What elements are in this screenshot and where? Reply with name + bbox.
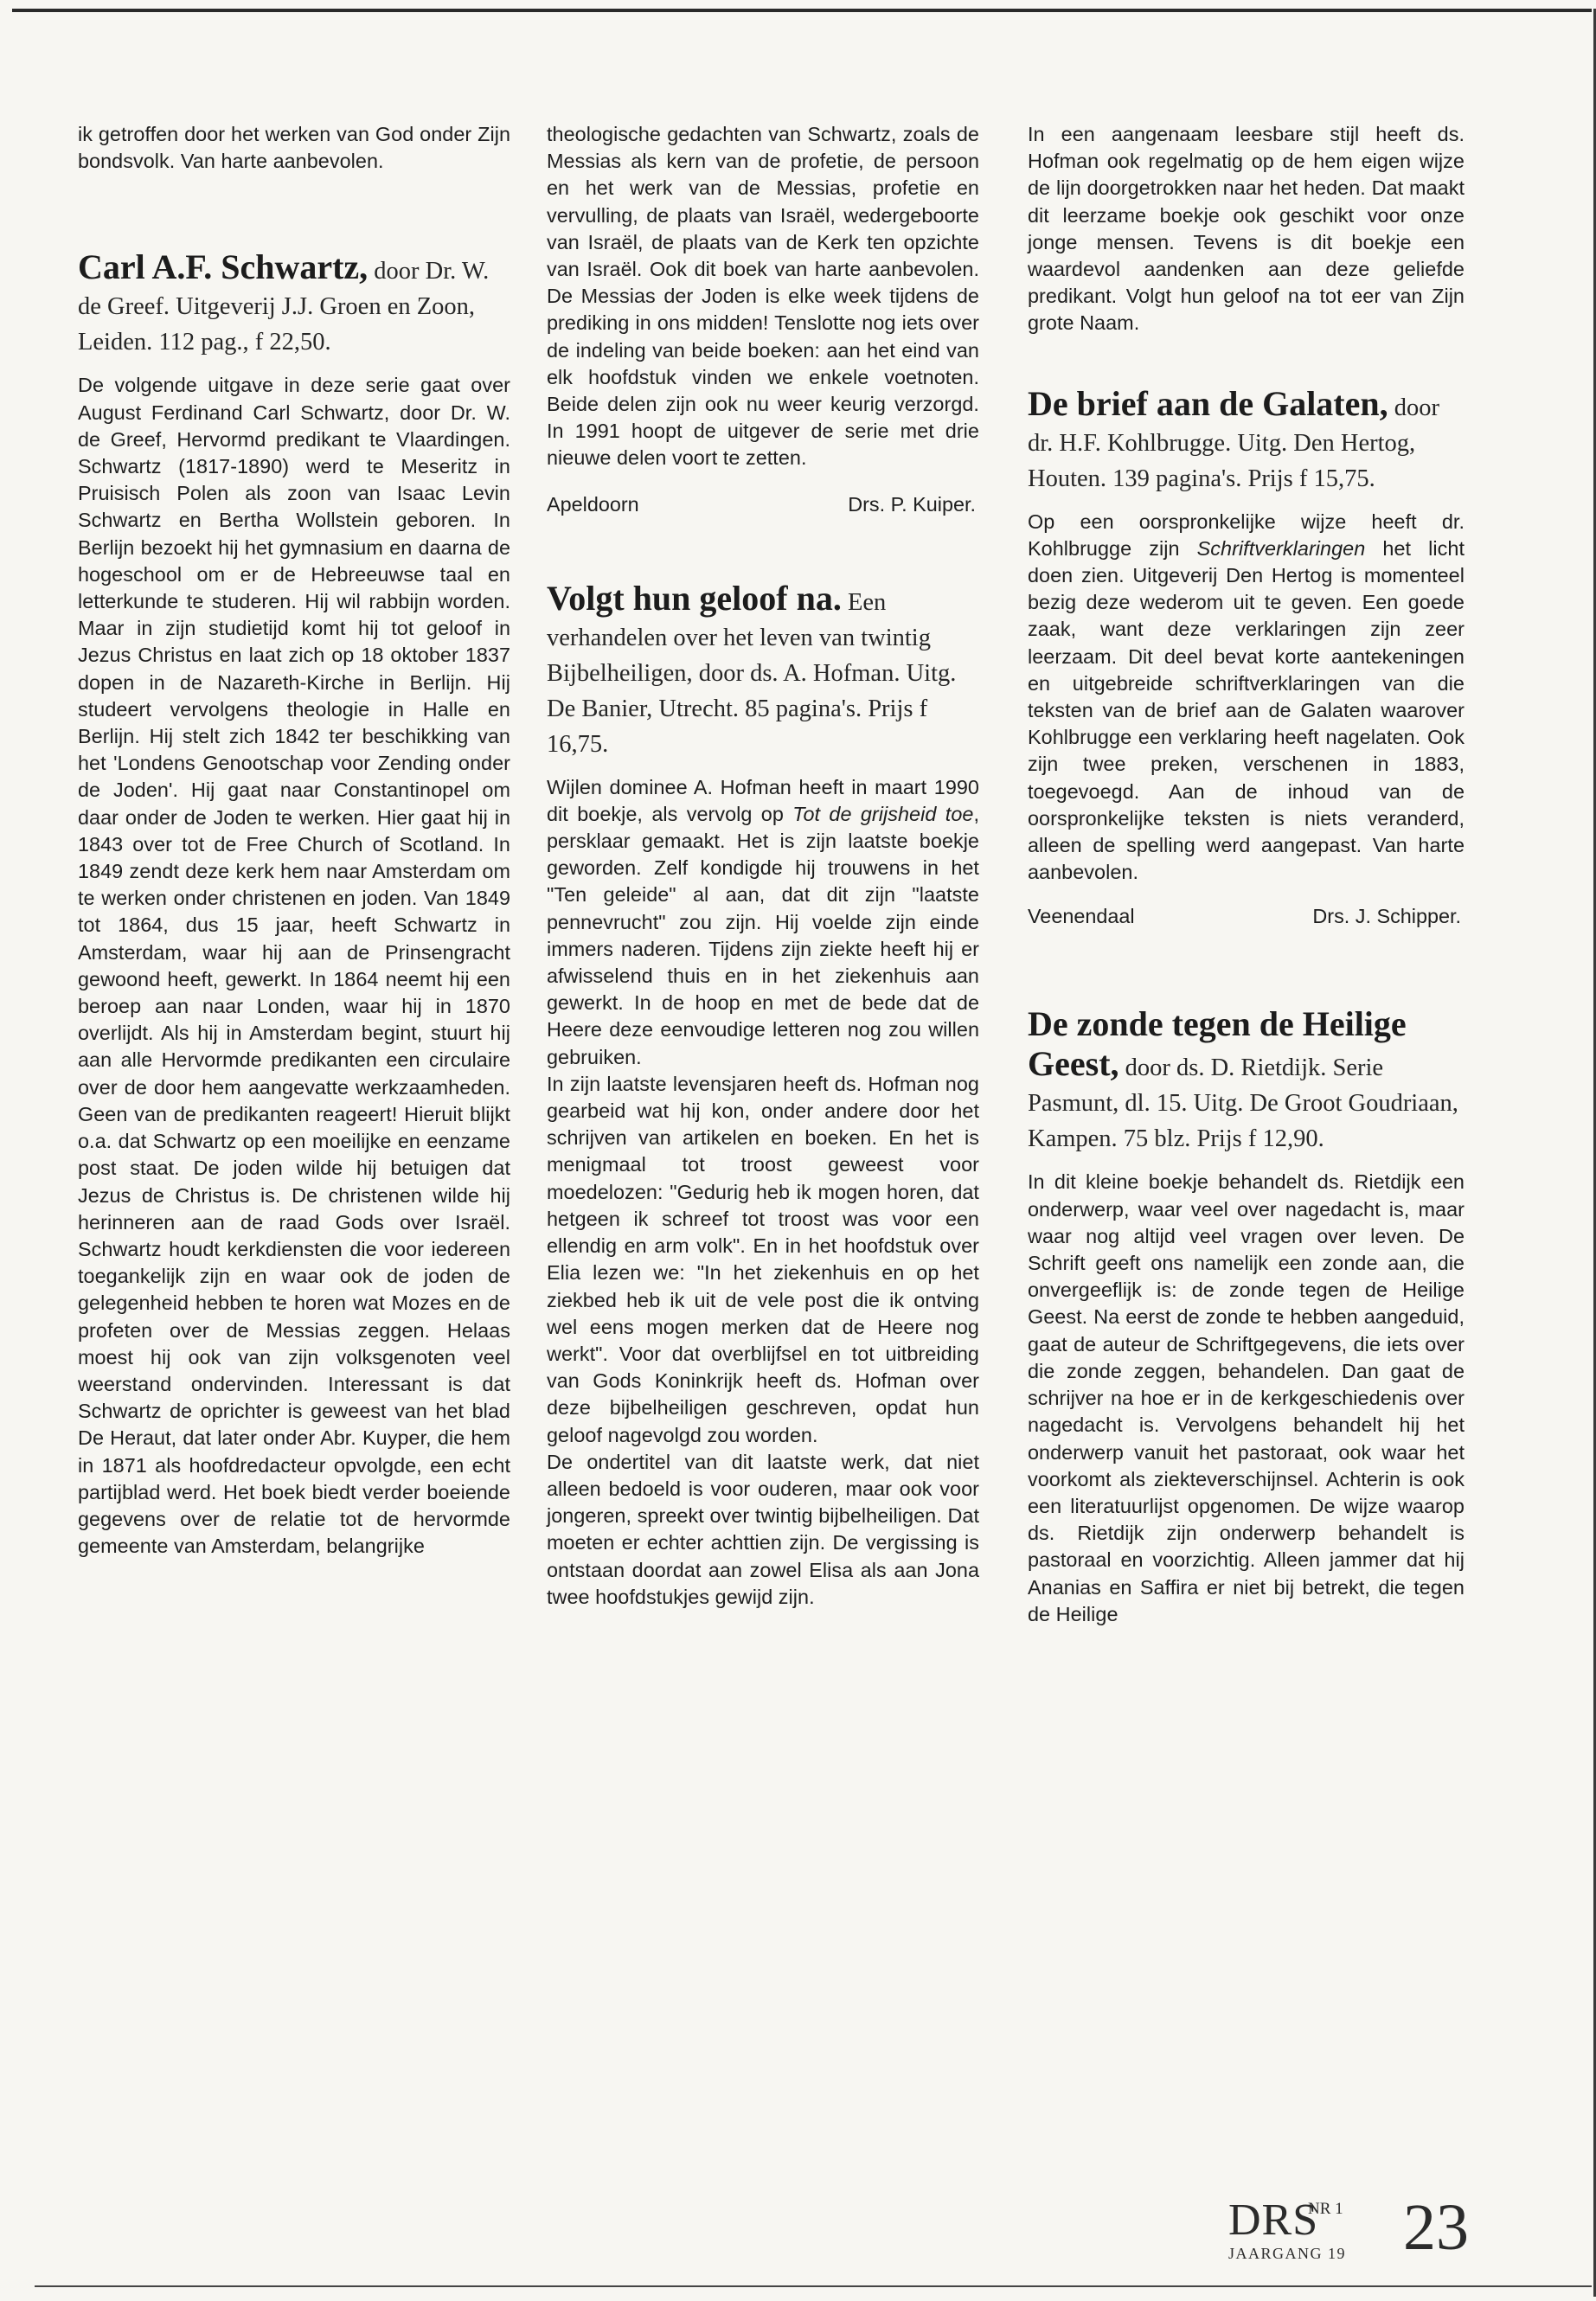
review-title: De zonde tegen de Heilige Geest, bbox=[1028, 1004, 1407, 1084]
text-run: Wijlen dominee A. Hofman heeft in maart 1990 dit boekje, als vervolg op bbox=[547, 775, 979, 825]
review-heading-galaten bbox=[1028, 383, 1465, 497]
review-body-galaten bbox=[1028, 509, 1465, 887]
journal-name: DRS bbox=[1228, 2195, 1319, 2245]
book-title-italic: Tot de grijsheid toe bbox=[792, 802, 974, 825]
text-run: , persklaar gemaakt. Het is zijn laatste boekje geworden. Zelf kondigde hij trouwens in het "Ten geleide" al aan, dat dit zijn "laatste pennevrucht" zou zijn. Hij voelde zijn einde immers naderen. Tijdens zijn ziekte heeft hij er afwisselend thuis en in het ziekenhuis aan gewerkt. In de hoop en met de bede dat de Heere deze eenvoudige letteren nog zou willen gebruiken. bbox=[547, 802, 979, 1068]
book-title-italic: Schriftverklaringen bbox=[1196, 536, 1366, 560]
review-details: Een verhandelen over het leven van twintig Bijbelheiligen, door ds. A. Hofman. Uitg. De Banier, Utrecht. 85 pagina's. Prijs f 16,75. bbox=[547, 588, 957, 758]
page-footer bbox=[1228, 2193, 1488, 2271]
signature-kuiper bbox=[547, 491, 979, 518]
review-title: Carl A.F. Schwartz, bbox=[78, 247, 369, 287]
column-3 bbox=[1028, 121, 1465, 1628]
review-body-zonde: In dit kleine boekje behandelt ds. Rietdijk een onderwerp, waar veel over nagedacht is, maar waar nog altijd veel vragen over leven. De Schrift geeft ons namelijk een zonde aan, die onvergeeflijk is: de zonde tegen de Heilige Geest. Na eerst de zonde te hebben aangeduid, gaat de auteur de Schriftgegevens, die iets over die zonde zeggen, behandelen. Dan gaat de schrijver na hoe er in de kerkgeschiedenis over nagedacht is. Vervolgens behandelt hij het onderwerp vanuit het pastoraat, ook waar het voorkomt als ziekteverschijnsel. Achterin is ook een literatuurlijst opgenomen. De wijze waarop ds. Rietdijk zijn onderwerp behandelt is pastoraal en voorzichtig. Alleen jammer dat hij Ananias en Saffira er niet bij betrekt, die tegen de Heilige bbox=[1028, 1170, 1465, 1625]
text-run: Op een oorspronkelijke wijze heeft dr. Kohlbrugge zijn bbox=[1028, 510, 1465, 560]
review-heading-hofman bbox=[547, 580, 979, 762]
top-rule bbox=[12, 9, 1592, 12]
signature-name: Drs. P. Kuiper. bbox=[848, 492, 976, 516]
column-1 bbox=[78, 121, 510, 1560]
review-heading-zonde bbox=[1028, 1006, 1465, 1157]
review-body-hofman-p1 bbox=[547, 774, 979, 1071]
review-body-continued: In een aangenaam leesbare stijl heeft ds. Hofman ook regelmatig op de hem eigen wijze de lijn doorgetrokken naar het heden. Dat maakt dit leerzame boekje ook geschikt voor onze jonge mensen. Tevens is dit boekje een waardevol aandenken aan deze geliefde predikant. Volgt hun geloof na tot eer van Zijn grote Naam. bbox=[1028, 123, 1465, 335]
review-body-hofman-p2: In zijn laatste levensjaren heeft ds. Hofman nog gearbeid wat hij kon, onder andere door het schrijven van artikelen en boeken. En het is menigmaal tot troost geweest voor moedelozen: "Gedurig heb ik mogen horen, dat hetgeen ik schreef tot troost was voor een ellendig en arm volk". En in het hoofdstuk over Elia lezen we: "In het ziekenhuis en op het ziekbed heb ik uit de vele post die ik ontving wel eens mogen merken dat de Heere nog werkt". Voor dat overblijfsel en tot uitbreiding van Gods Koninkrijk heeft ds. Hofman over deze bijbelheiligen geschreven, opdat hun geloof nagevolgd zou worden. bbox=[547, 1072, 979, 1446]
signature-name: Drs. J. Schipper. bbox=[1312, 905, 1461, 928]
continued-paragraph: ik getroffen door het werken van God onder Zijn bondsvolk. Van harte aanbevolen. bbox=[78, 123, 510, 173]
review-title: De brief aan de Galaten, bbox=[1028, 383, 1388, 423]
signature-place: Veenendaal bbox=[1028, 905, 1135, 928]
text-run: het licht doen zien. Uitgeverij Den Hertog is momenteel bezig deze wederom uit te geven. Een goede zaak, want deze verklaringen zijn zeer leerzaam. Dit deel bevat korte aantekeningen en uitgebreide schriftverklaringen van die teksten van de brief aan de Galaten waarover Kohlbrugge een verklaring heeft nagelaten. Ook zijn twee preken, verschenen in 1883, toegevoegd. Aan de inhoud van de oorspronkelijke teksten is niets veranderd, alleen de spelling werd aangepast. Van harte aanbevolen. bbox=[1028, 536, 1465, 884]
bottom-rule bbox=[35, 2285, 1592, 2287]
issue-label: NR 1 bbox=[1308, 2200, 1343, 2218]
review-details: door dr. H.F. Kohlbrugge. Uitg. Den Hertog, Houten. 139 pagina's. Prijs f 15,75. bbox=[1028, 394, 1439, 492]
signature-place: Apeldoorn bbox=[547, 492, 639, 516]
review-details: door ds. D. Rietdijk. Serie Pasmunt, dl. 15. Uitg. De Groot Goudriaan, Kampen. 75 blz. Prijs f 12,90. bbox=[1028, 1054, 1458, 1153]
volume-label: JAARGANG 19 bbox=[1228, 2245, 1347, 2262]
page-number: 23 bbox=[1403, 2191, 1469, 2264]
review-body-continued: theologische gedachten van Schwartz, zoals de Messias als kern van de profetie, de persoon en het werk van de Messias, profetie en vervulling, de plaats van Israël, wedergeboorte van Israël, de plaats van de Kerk ten opzichte van Israël. Ook dit boek van harte aanbevolen. De Messias der Joden is elke week tijdens de prediking in ons midden! Tenslotte nog iets over de indeling van beide boeken: aan het eind van elk hoofdstuk vinden we enkele voetnoten. Beide delen zijn ook nu weer keurig verzorgd. In 1991 hoopt de uitgever de serie met drie nieuwe delen voort te zetten. bbox=[547, 123, 979, 470]
signature-schipper bbox=[1028, 903, 1465, 930]
review-heading-schwartz bbox=[78, 249, 510, 360]
review-title: Volgt hun geloof na. bbox=[547, 578, 842, 618]
column-2 bbox=[547, 121, 979, 1611]
review-body-hofman-p3: De ondertitel van dit laatste werk, dat niet alleen bedoeld is voor ouderen, maar ook voor jongeren, spreekt over twintig bijbelheiligen. Dat moeten er echter achttien zijn. De vergissing is ontstaan doordat aan zowel Elisa als aan Jona twee hoofdstukjes gewijd zijn. bbox=[547, 1450, 979, 1608]
review-details: door Dr. W. de Greef. Uitgeverij J.J. Groen en Zoon, Leiden. 112 pag., f 22,50. bbox=[78, 258, 490, 356]
review-body-schwartz: De volgende uitgave in deze serie gaat over August Ferdinand Carl Schwartz, door Dr. W. de Greef, Hervormd predikant te Vlaardingen. Schwartz (1817-1890) werd te Meseritz in Pruisisch Polen als zoon van Isaac Levin Schwartz en Bertha Wollstein geboren. In Berlijn bezoekt hij het gymnasium en daarna de hogeschool om er de Hebreeuwse taal en letterkunde te studeren. Hij wil rabbijn worden. Maar in zijn studietijd komt hij tot geloof in Jezus Christus en laat zich op 18 oktober 1837 dopen in de Nazareth-Kirche in Berlijn. Hij studeert vervolgens theologie in Halle en Berlijn. Hij stelt zich 1842 ter beschikking van het 'Londens Genootschap voor Zending onder de Joden'. Hij gaat naar Constantinopel om daar onder de Joden te werken. Hier gaat hij in 1843 over tot de Free Church of Scotland. In 1849 zendt deze kerk hem naar Amsterdam om te werken onder christenen en joden. Van 1849 tot 1864, dus 15 jaar, heeft Schwartz in Amsterdam, waar hij aan de Prinsengracht gewoond heeft, gewerkt. In 1864 neemt hij een beroep aan naar Londen, waar hij in 1870 overlijdt. Als hij in Amsterdam begint, stuurt hij aan alle Hervormde predikanten een circulaire over de door hem aangevatte werkzaamheden. Geen van de predikanten reageert! Hieruit blijkt o.a. dat Schwartz op een moeilijke en eenzame post staat. De joden wilde hij betuigen dat Jezus de Christus is. De christenen wilde hij herinneren aan de raad Gods over Israël. Schwartz houdt kerkdiensten die voor iedereen toegankelijk zijn en waar ook de joden de gelegenheid hebben te horen wat Mozes en de profeten over de Messias zeggen. Helaas moest hij ook van zijn volksgenoten veel weerstand ondervinden. Interessant is dat Schwartz de oprichter is geweest van het blad De Heraut, dat later onder Abr. Kuyper, die hem in 1871 als hoofdredacteur opvolgde, een echt partijblad werd. Het boek biedt verder boeiende gegevens over de relatie tot de hervormde gemeente van Amsterdam, belangrijke bbox=[78, 374, 510, 1558]
